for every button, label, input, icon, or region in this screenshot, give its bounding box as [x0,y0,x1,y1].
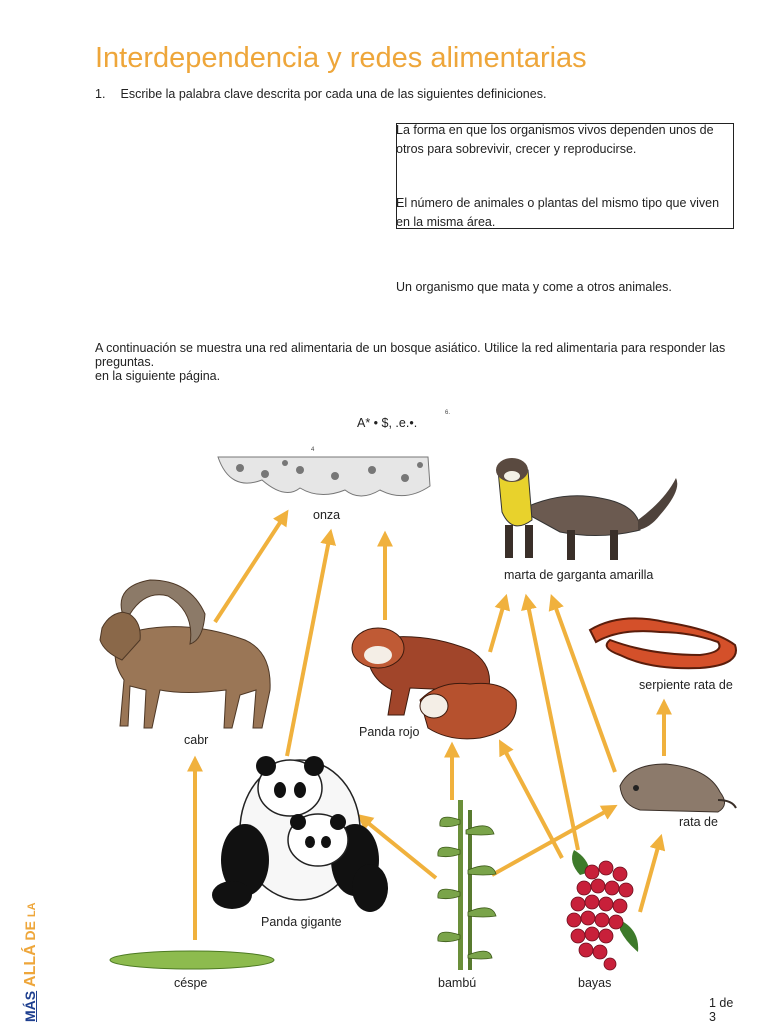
grass-illustration [110,951,274,969]
label-panda-rojo: Panda rojo [359,725,420,739]
intro-line-1: A continuación se muestra una red alimentaria de un bosque asiático. Utilice la red alimentaria para responder las preguntas. [95,341,726,369]
page-number [709,996,749,1024]
page-title: Interdependencia y redes alimentarias [95,42,587,74]
label-rata: rata de [679,816,718,829]
arrow-bayas-marta [527,600,578,850]
question-number: 1. [95,87,106,101]
label-cesped: céspe [174,977,208,990]
page-number-line-1: 1 de [709,996,734,1010]
page-number-line-2: 3 [709,1010,716,1024]
yellow-throated-marten-illustration [496,458,677,560]
label-panda-gigante: Panda gigante [261,915,342,929]
definition-1: La forma en que los organismos vivos dependen unos de otros para sobrevivir, crecer y reproducirse. [396,123,714,156]
snake-illustration [590,618,736,668]
question-text: Escribe la palabra clave descrita por cada una de las siguientes definiciones. [120,87,547,101]
ibex-illustration [100,580,270,728]
bamboo-illustration [438,800,496,970]
garbled-caption: A* • $, .e.•. [357,416,418,430]
definition-3: Un organismo que mata y come a otros animales. [396,280,672,294]
label-cabra: cabr [184,734,209,747]
side-brand [22,902,40,1022]
label-bambu: bambú [438,976,477,990]
bamboo-rat-illustration [620,764,736,812]
brand-alla: ALLÁ [22,944,39,987]
arrow-panda-rojo-marta [490,600,505,652]
small-mark: 6. [445,410,451,416]
label-serpiente: serpiente rata de [639,679,733,692]
brand-mas: MÁS [22,990,38,1022]
arrow-panda-gigante-onza [287,535,330,756]
giant-panda-illustration [212,756,388,912]
intro-line-2: en la siguiente página. [95,369,221,383]
label-onza: onza [313,508,341,522]
snow-leopard-illustration [218,457,430,496]
brand-de: DE [22,920,38,941]
arrow-cabra-onza [215,515,285,622]
berries-illustration [567,850,638,970]
small-mark: 4 [311,447,315,453]
label-marta: marta de garganta amarilla [504,568,654,582]
label-bayas: bayas [578,976,612,990]
brand-la: LA [26,902,38,918]
arrow-bayas-rata [640,840,660,912]
definition-2: El número de animales o plantas del mismo tipo que viven en la misma área. [396,196,720,229]
